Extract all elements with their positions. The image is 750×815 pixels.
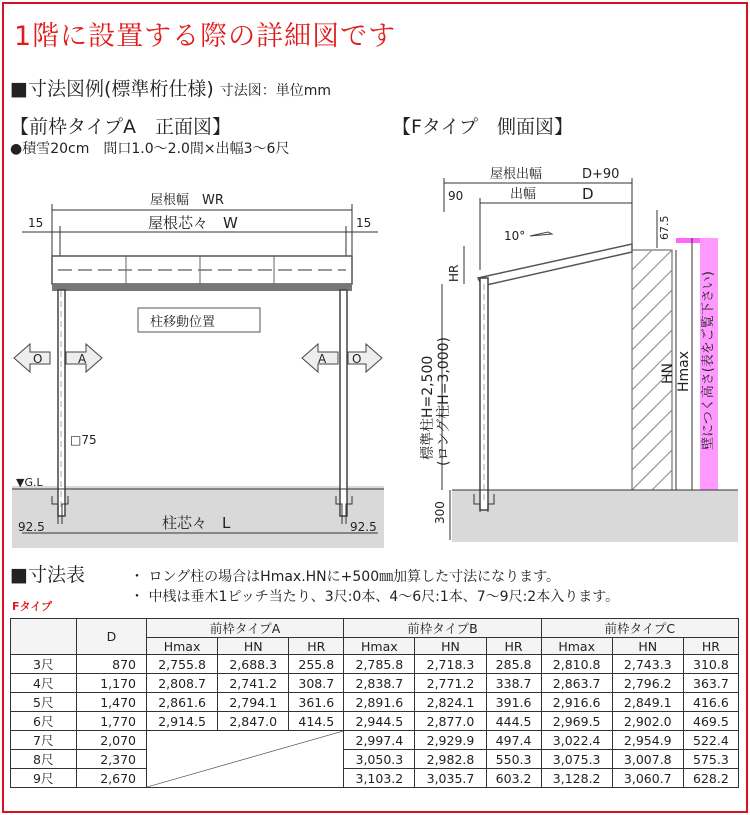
cell-b-1: 3,035.7 — [415, 769, 486, 788]
table-row — [11, 674, 739, 693]
cell-c-1: 2,902.0 — [612, 712, 683, 731]
table-header-row — [11, 619, 739, 638]
cell-a-0: 2,861.6 — [147, 693, 218, 712]
cell-c-1: 3,007.8 — [612, 750, 683, 769]
note-mid-rail: ・ 中桟は垂木1ピッチ当たり、3尺:0本、4〜6尺:1本、7〜9尺:2本入ります。 — [130, 589, 620, 605]
cell-c-1: 2,743.3 — [612, 655, 683, 674]
hmax-label: Hmax — [676, 350, 692, 392]
row-size: 4尺 — [11, 674, 77, 693]
empty-diagonal — [147, 731, 343, 787]
row-d: 1,170 — [77, 674, 147, 693]
subheader-1-1: HN — [415, 638, 486, 655]
row-size: 7尺 — [11, 731, 77, 750]
cell-a-1: 2,794.1 — [218, 693, 289, 712]
row-d: 870 — [77, 655, 147, 674]
side-view-title: 【Fタイプ 側面図】 — [392, 116, 573, 138]
cell-b-2: 550.3 — [486, 750, 541, 769]
cell-b-0: 2,891.6 — [344, 693, 415, 712]
cell-a-0: 2,808.7 — [147, 674, 218, 693]
roof-width-label: 屋根幅 WR — [150, 193, 224, 208]
cell-c-0: 2,969.5 — [541, 712, 612, 731]
cell-b-2: 603.2 — [486, 769, 541, 788]
post-size-label: □75 — [70, 433, 97, 447]
post-height-label: 標準柱H=2,500 — [420, 355, 436, 460]
long-post-label: (ロング柱H=3,000) — [436, 337, 452, 466]
cell-c-1: 2,954.9 — [612, 731, 683, 750]
cell-b-0: 2,944.5 — [344, 712, 415, 731]
cell-c-1: 3,060.7 — [612, 769, 683, 788]
cell-a-2: 255.8 — [289, 655, 344, 674]
side-view-diagram — [392, 160, 744, 550]
n300-label: 300 — [433, 501, 447, 524]
table-row — [11, 769, 739, 788]
right-15-label: 15 — [356, 216, 372, 230]
cell-b-0: 3,103.2 — [344, 769, 415, 788]
left-925-label: 92.5 — [18, 520, 45, 534]
wall-note: 壁につく高さ(表をご覧下さい) — [701, 271, 716, 450]
cell-a-0: 2,755.8 — [147, 655, 218, 674]
f-type-label: Fタイプ — [12, 600, 52, 613]
cell-b-0: 3,050.3 — [344, 750, 415, 769]
cell-c-2: 469.5 — [683, 712, 738, 731]
header-group-0: 前枠タイプA — [147, 619, 344, 638]
empty-type-a-block — [147, 731, 344, 788]
cell-a-2: 308.7 — [289, 674, 344, 693]
cell-c-0: 2,916.6 — [541, 693, 612, 712]
cell-a-1: 2,688.3 — [218, 655, 289, 674]
cell-c-2: 363.7 — [683, 674, 738, 693]
gl-label: ▼G.L — [16, 476, 43, 489]
dimension-title-text: ■寸法図例(標準桁仕様) — [10, 78, 214, 100]
cell-a-2: 414.5 — [289, 712, 344, 731]
n675-label: 67.5 — [658, 215, 671, 240]
cell-a-0: 2,914.5 — [147, 712, 218, 731]
subheader-0-2: HR — [289, 638, 344, 655]
cell-b-1: 2,824.1 — [415, 693, 486, 712]
cell-b-0: 2,785.8 — [344, 655, 415, 674]
front-view-diagram — [0, 160, 392, 550]
subheader-1-2: HR — [486, 638, 541, 655]
right-925-label: 92.5 — [350, 520, 377, 534]
right-o-label: O — [352, 352, 362, 366]
left-a-label: A — [78, 352, 87, 366]
left-arrow-o — [14, 344, 50, 372]
cell-b-1: 2,771.2 — [415, 674, 486, 693]
hn-label: HN — [660, 363, 676, 384]
roof-core-label: 屋根芯々 W — [148, 214, 238, 232]
header-group-2: 前枠タイプC — [541, 619, 738, 638]
subheader-2-0: Hmax — [541, 638, 612, 655]
row-d: 1,470 — [77, 693, 147, 712]
subheader-1-0: Hmax — [344, 638, 415, 655]
cell-b-2: 391.6 — [486, 693, 541, 712]
angle-label: 10° — [504, 229, 526, 243]
cell-c-0: 2,863.7 — [541, 674, 612, 693]
cell-c-0: 2,810.8 — [541, 655, 612, 674]
cell-b-2: 338.7 — [486, 674, 541, 693]
cell-c-2: 522.4 — [683, 731, 738, 750]
n90-label: 90 — [448, 189, 464, 203]
post-core-label: 柱芯々 L — [162, 514, 231, 532]
roof-depth-label: 屋根出幅 — [490, 167, 543, 182]
cell-a-1: 2,741.2 — [218, 674, 289, 693]
front-beam — [52, 284, 352, 291]
row-size: 6尺 — [11, 712, 77, 731]
subheader-0-1: HN — [218, 638, 289, 655]
cell-c-0: 3,022.4 — [541, 731, 612, 750]
header-d-cell: D — [77, 619, 147, 655]
cell-a-2: 361.6 — [289, 693, 344, 712]
roof-slope — [478, 244, 632, 286]
cell-b-2: 497.4 — [486, 731, 541, 750]
header-group-1: 前枠タイプB — [344, 619, 541, 638]
subheader-2-1: HN — [612, 638, 683, 655]
table-row — [11, 750, 739, 769]
unit-note: 寸法図：単位mm — [219, 83, 332, 99]
page-headline: 1階に設置する際の詳細図です — [14, 21, 397, 52]
cell-c-2: 575.3 — [683, 750, 738, 769]
row-size: 5尺 — [11, 693, 77, 712]
cell-c-2: 310.8 — [683, 655, 738, 674]
dimension-section-title — [10, 74, 331, 101]
table-row — [11, 693, 739, 712]
row-size: 3尺 — [11, 655, 77, 674]
table-notes — [130, 567, 619, 607]
table-row — [11, 655, 739, 674]
cell-b-2: 285.8 — [486, 655, 541, 674]
cell-b-1: 2,877.0 — [415, 712, 486, 731]
cell-b-1: 2,718.3 — [415, 655, 486, 674]
cell-c-0: 3,075.3 — [541, 750, 612, 769]
left-15-label: 15 — [28, 216, 44, 230]
cell-c-1: 2,849.1 — [612, 693, 683, 712]
post-move-label: 柱移動位置 — [150, 315, 216, 330]
cell-c-2: 416.6 — [683, 693, 738, 712]
subheader-0-0: Hmax — [147, 638, 218, 655]
table-section-title: ■寸法表 — [10, 564, 85, 586]
cell-a-1: 2,847.0 — [218, 712, 289, 731]
table-row — [11, 731, 739, 750]
row-size: 9尺 — [11, 769, 77, 788]
cell-b-2: 444.5 — [486, 712, 541, 731]
cell-b-0: 2,997.4 — [344, 731, 415, 750]
row-d: 2,670 — [77, 769, 147, 788]
cell-b-0: 2,838.7 — [344, 674, 415, 693]
left-o-label: O — [33, 352, 43, 366]
cell-c-0: 3,128.2 — [541, 769, 612, 788]
header-size-cell — [11, 619, 77, 655]
row-size: 8尺 — [11, 750, 77, 769]
front-view-title: 【前枠タイプA 正面図】 — [10, 116, 232, 138]
side-ground — [452, 490, 738, 542]
row-d: 1,770 — [77, 712, 147, 731]
dimension-table — [10, 618, 739, 788]
d-plus-label: D+90 — [582, 167, 620, 182]
cell-c-2: 628.2 — [683, 769, 738, 788]
row-d: 2,070 — [77, 731, 147, 750]
cell-c-1: 2,796.2 — [612, 674, 683, 693]
note-long-post: ・ ロング柱の場合はHmax.HNに+500㎜加算した寸法になります。 — [130, 569, 560, 585]
front-condition: ●積雪20cm 間口1.0〜2.0間×出幅3〜6尺 — [10, 141, 290, 157]
subheader-2-2: HR — [683, 638, 738, 655]
depth-label: 出幅 — [510, 187, 537, 202]
right-a-label: A — [318, 352, 327, 366]
row-d: 2,370 — [77, 750, 147, 769]
table-row — [11, 712, 739, 731]
right-post — [340, 290, 347, 516]
d-label: D — [582, 185, 594, 203]
cell-b-1: 2,982.8 — [415, 750, 486, 769]
hr-label: HR — [447, 264, 461, 282]
cell-b-1: 2,929.9 — [415, 731, 486, 750]
